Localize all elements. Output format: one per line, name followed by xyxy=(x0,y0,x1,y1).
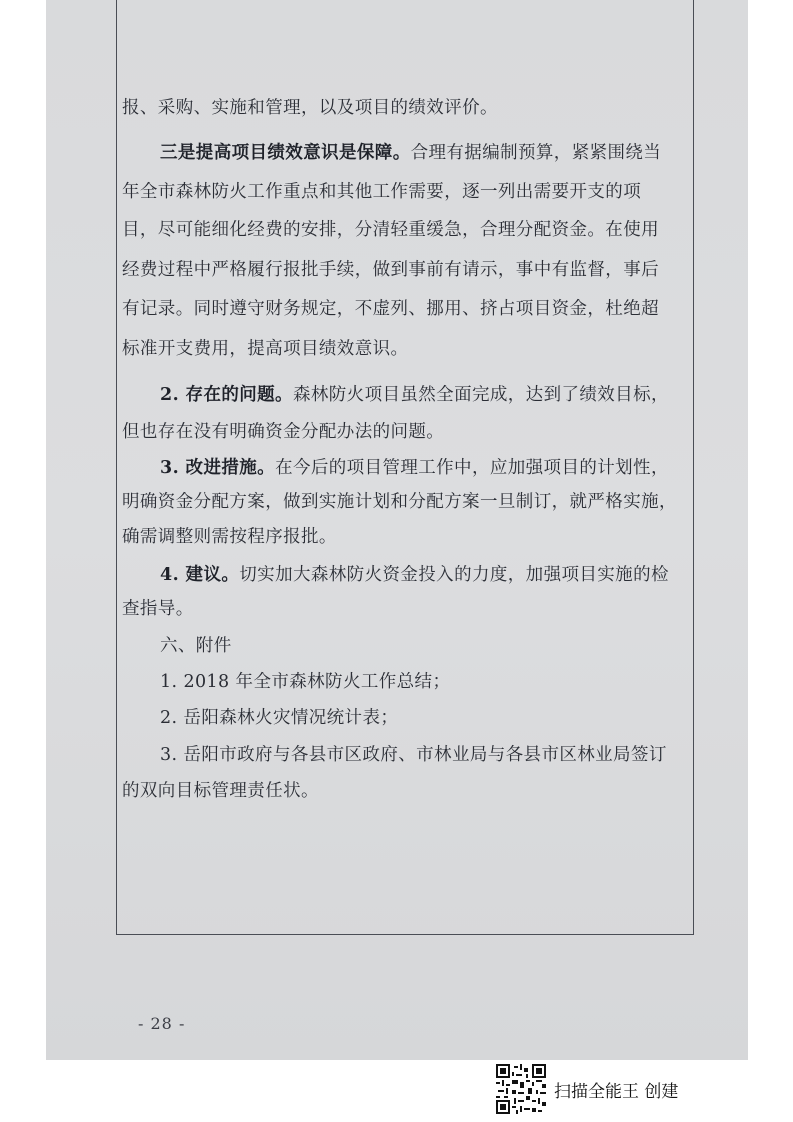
heading-bold: 2. 存在的问题。 xyxy=(160,385,293,405)
text-line-10: 3. 改进措施。在今后的项目管理工作中，应加强项目的计划性， xyxy=(160,458,669,478)
text-line-14: 查指导。 xyxy=(122,599,194,619)
heading-bold: 三是提高项目绩效意识是保障。 xyxy=(160,143,411,163)
text-line-12: 确需调整则需按程序报批。 xyxy=(122,527,337,547)
scanner-watermark xyxy=(496,1062,716,1116)
text-line-7: 标准开支费用，提高项目绩效意识。 xyxy=(122,339,409,359)
attachment-3: 3. 岳阳市政府与各县市区政府、市林业局与各县市区林业局签订 xyxy=(160,745,667,765)
heading-bold: 3. 改进措施。 xyxy=(160,458,276,478)
page-number: - 28 - xyxy=(138,1014,186,1033)
qr-code-icon xyxy=(496,1064,546,1114)
text-line-3: 年全市森林防火工作重点和其他工作需要，逐一列出需要开支的项 xyxy=(122,182,642,202)
text-line-11: 明确资金分配方案，做到实施计划和分配方案一旦制订，就严格实施， xyxy=(122,492,677,512)
heading-bold: 4. 建议。 xyxy=(160,565,240,585)
text-line-13: 4. 建议。切实加大森林防火资金投入的力度，加强项目实施的检 xyxy=(160,565,669,585)
text-line-1: 报、采购、实施和管理，以及项目的绩效评价。 xyxy=(122,98,498,118)
attachment-2: 2. 岳阳森林火灾情况统计表； xyxy=(160,708,399,728)
text-line-8: 2. 存在的问题。森林防火项目虽然全面完成，达到了绩效目标， xyxy=(160,385,669,405)
text-line-4: 目，尽可能细化经费的安排，分清轻重缓急，合理分配资金。在使用 xyxy=(122,220,659,240)
text-line-5: 经费过程中严格履行报批手续，做到事前有请示，事中有监督，事后 xyxy=(122,260,659,280)
brand-text: 扫描全能王 创建 xyxy=(554,1081,679,1102)
text-line-6: 有记录。同时遵守财务规定，不虚列、挪用、挤占项目资金，杜绝超 xyxy=(122,299,659,319)
text-line-2: 三是提高项目绩效意识是保障。合理有据编制预算，紧紧围绕当 xyxy=(160,143,662,163)
attachment-1: 1. 2018 年全市森林防火工作总结； xyxy=(160,672,451,692)
attachment-3-cont: 的双向目标管理责任状。 xyxy=(122,781,319,801)
text-line-9: 但也存在没有明确资金分配办法的问题。 xyxy=(122,422,445,442)
section-heading: 六、附件 xyxy=(160,636,232,656)
